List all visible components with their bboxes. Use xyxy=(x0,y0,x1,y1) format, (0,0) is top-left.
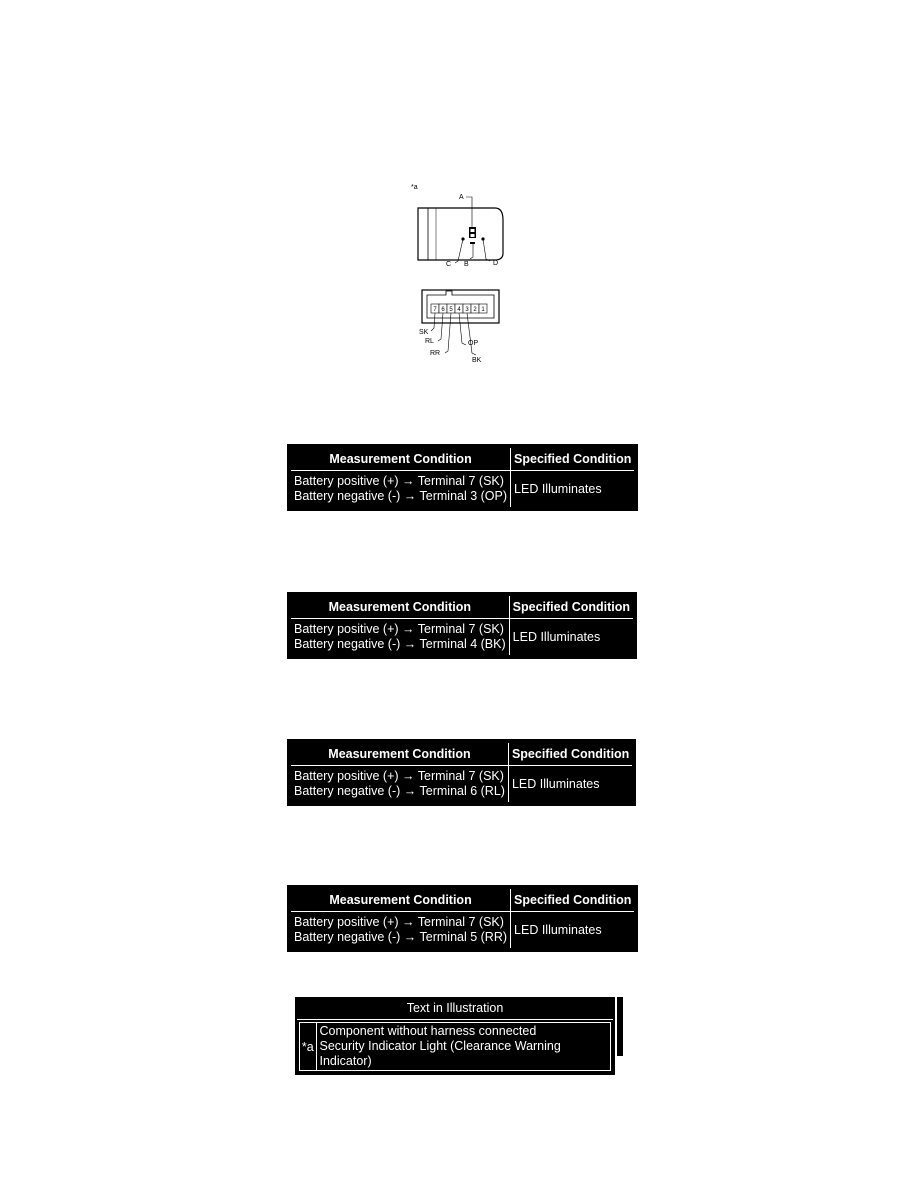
callout-d: D xyxy=(493,260,499,267)
condition-line-positive: Battery positive (+) → Terminal 7 (SK) xyxy=(294,915,504,929)
terminal-label-op: OP xyxy=(468,340,479,347)
component-illustration xyxy=(400,175,530,375)
terminal-lead-lines xyxy=(431,313,479,355)
terminal-num-7: 7 xyxy=(433,307,437,313)
illustration-legend xyxy=(295,997,615,1075)
legend-line-1: Component without harness connected xyxy=(319,1024,537,1038)
specified-condition-cell: LED Illuminates xyxy=(511,912,636,950)
callout-c: C xyxy=(446,261,452,268)
header-measurement-condition: Measurement Condition xyxy=(290,447,511,471)
measurement-condition-cell xyxy=(290,912,511,950)
condition-line-positive: Battery positive (+) → Terminal 7 (SK) xyxy=(294,474,504,488)
condition-line-negative: Battery negative (-) → Terminal 3 (OP) xyxy=(294,489,508,503)
header-measurement-condition: Measurement Condition xyxy=(290,595,509,619)
condition-line-negative: Battery negative (-) → Terminal 4 (BK) xyxy=(294,637,506,651)
terminal-label-bk: BK xyxy=(472,357,482,364)
condition-line-negative: Battery negative (-) → Terminal 6 (RL) xyxy=(294,784,505,798)
measurement-table-1 xyxy=(289,446,636,509)
measurement-table-2 xyxy=(289,594,635,657)
legend-key: *a xyxy=(300,1023,317,1070)
condition-line-negative: Battery negative (-) → Terminal 5 (RR) xyxy=(294,930,508,944)
indicator-light-body xyxy=(418,208,503,260)
callout-a: A xyxy=(459,194,464,201)
measurement-condition-cell xyxy=(290,766,508,804)
terminal-label-rl: RL xyxy=(425,338,434,345)
terminal-num-4: 4 xyxy=(457,307,461,313)
terminal-num-5: 5 xyxy=(449,307,453,313)
measurement-table-3 xyxy=(289,741,634,804)
terminal-num-6: 6 xyxy=(441,307,445,313)
legend-title: Text in Illustration xyxy=(297,999,613,1020)
header-specified-condition: Specified Condition xyxy=(511,888,636,912)
header-specified-condition: Specified Condition xyxy=(508,742,633,766)
terminal-num-1: 1 xyxy=(481,307,485,313)
legend-row xyxy=(299,1022,611,1071)
measurement-condition-cell xyxy=(290,471,511,509)
terminal-label-rr: RR xyxy=(430,350,441,357)
specified-condition-cell: LED Illuminates xyxy=(511,471,636,509)
terminal-num-3: 3 xyxy=(465,307,469,313)
terminal-num-2: 2 xyxy=(473,307,477,313)
legend-value xyxy=(317,1023,611,1070)
legend-side-bar xyxy=(617,997,623,1056)
header-specified-condition: Specified Condition xyxy=(509,595,634,619)
legend-line-2: Security Indicator Light (Clearance Warning Indicator) xyxy=(319,1039,561,1068)
terminal-label-sk: SK xyxy=(419,329,429,336)
measurement-table-4 xyxy=(289,887,636,950)
header-specified-condition: Specified Condition xyxy=(511,447,636,471)
header-measurement-condition: Measurement Condition xyxy=(290,888,511,912)
illustration-star-label: *a xyxy=(411,184,418,191)
specified-condition-cell: LED Illuminates xyxy=(509,619,634,657)
specified-condition-cell: LED Illuminates xyxy=(508,766,633,804)
callout-b: B xyxy=(464,261,469,268)
condition-line-positive: Battery positive (+) → Terminal 7 (SK) xyxy=(294,622,504,636)
header-measurement-condition: Measurement Condition xyxy=(290,742,508,766)
condition-line-positive: Battery positive (+) → Terminal 7 (SK) xyxy=(294,769,504,783)
measurement-condition-cell xyxy=(290,619,509,657)
